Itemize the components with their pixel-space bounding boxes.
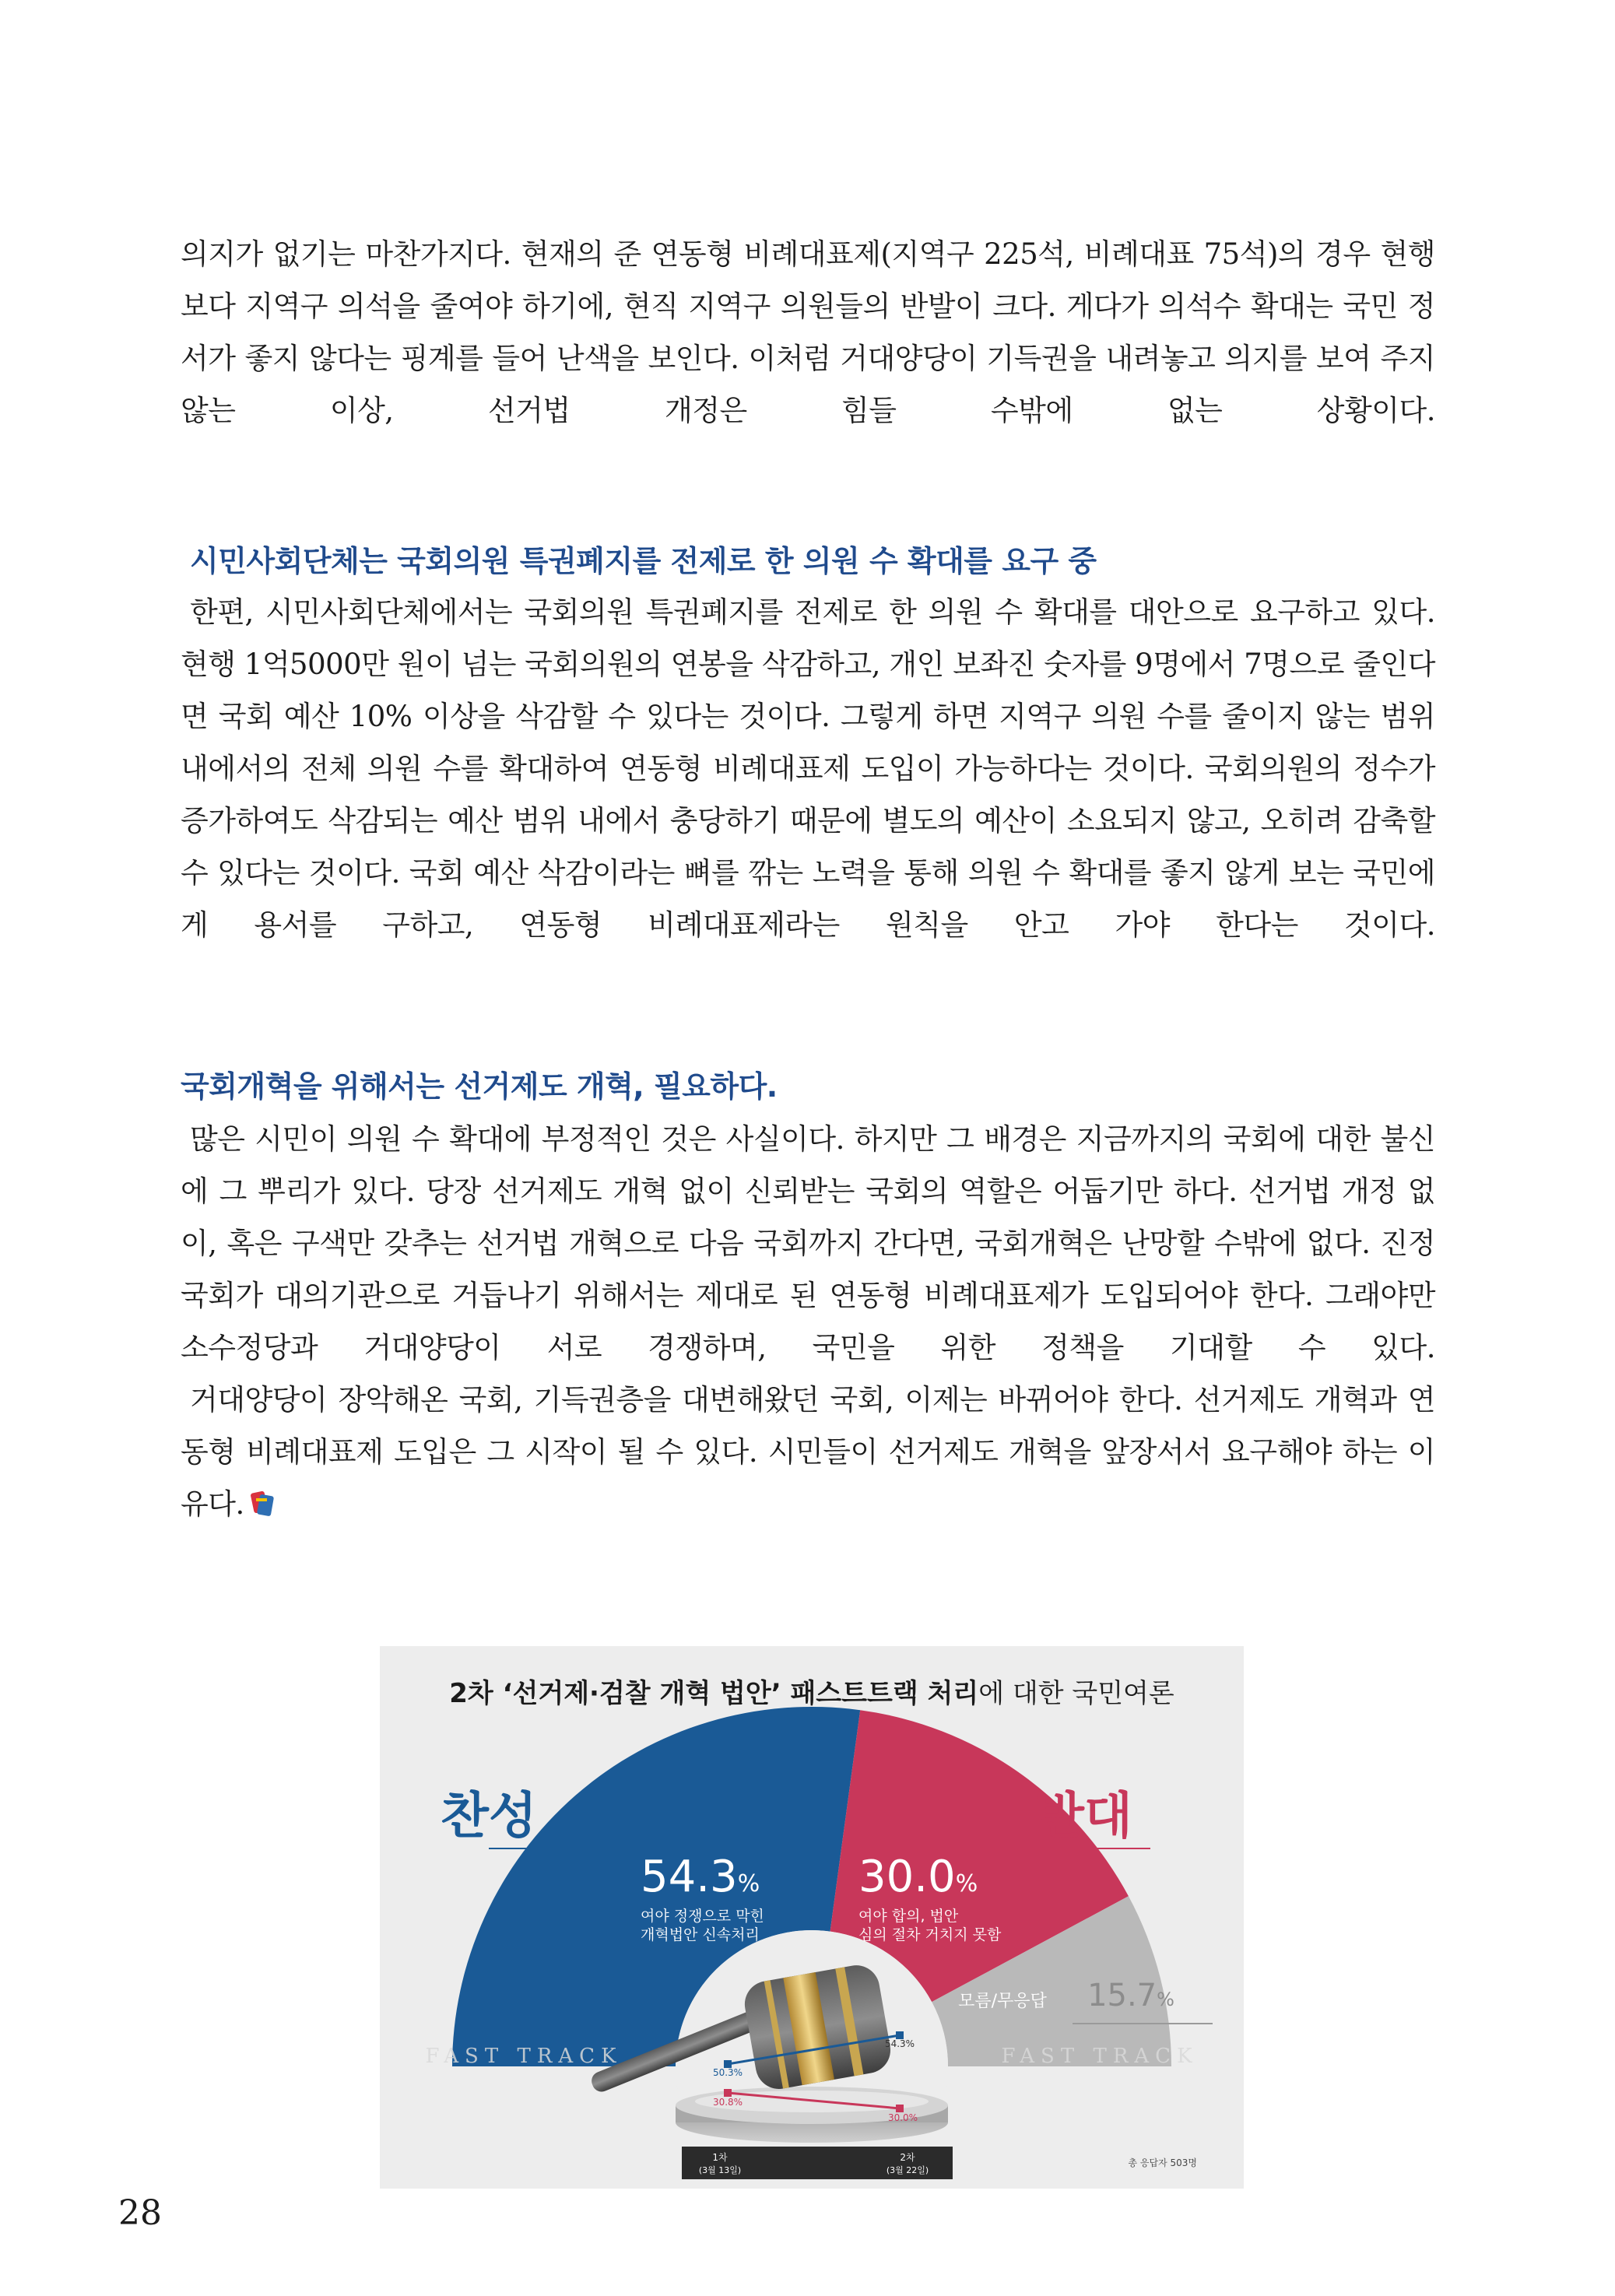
paragraph-2: 한편, 시민사회단체에서는 국회의원 특권폐지를 전제로 한 의원 수 확대를 대안으로 요구하고 있다. 현행 1억5000만 원이 넘는 국회의원의 연봉을 삭감하고, 개인 보좌진 숫자를 9명에서 7명으로 줄인다면 국회 예산 10% 이상을 삭감할 수 있다는 것이다. 그렇게 하면 지역구 의원 수를 줄이지 않는 범위 내에서의 전체 의원 수를 확대하여 연동형 비례대표제 도입이 가능하다는 것이다. 국회의원의 정수가 증가하여도 삭감되는 예산 범위 내에서 충당하기 때문에 별도의 예산이 소요되지 않고, 오히려 감축할 수 있다는 것이다. 국회 예산 삭감이라는 뼈를 깎는 노력을 통해 의원 수 확대를 좋지 않게 보는 국민에게 용서를 구하고, 연동형 비례대표제라는 원칙을 안고 가야 한다는 것이다. [181,595,1435,942]
poll-chart [380,1646,1244,2189]
poll-figure [380,1646,1244,2189]
fast-track-left: FAST TRACK [425,2045,623,2068]
round-2-date: (3월 22일) [886,2165,929,2175]
favor-label: 찬성 [441,1788,537,1845]
chart-title: 2차 ‘선거제·검찰 개혁 법안’ 패스트트랙 처리에 대한 국민여론 [449,1678,1174,1709]
trend-oppose-2-label: 30.0% [887,2112,918,2123]
paragraph-4 [181,1374,1435,1530]
trend-point-oppose-1 [724,2089,732,2097]
fast-track-right: FAST TRACK [1001,2045,1199,2068]
oppose-label: 반대 [1036,1788,1132,1845]
unknown-label: 모름/무응답 [958,1992,1047,2011]
unknown-percent: 15.7% [1087,1978,1174,2013]
section-heading-2: 국회개혁을 위해서는 선거제도 개혁, 필요하다. [181,1069,778,1104]
trend-favor-1-label: 50.3% [712,2067,743,2078]
round-1-date: (3월 13일) [698,2165,742,2175]
favor-desc-1: 여야 정쟁으로 막힌 [641,1908,764,1925]
paragraph-4-text: 거대양당이 장악해온 국회, 기득권층을 대변해왔던 국회, 이제는 바뀌어야 한다. 선거제도 개혁과 연동형 비례대표제 도입은 그 시작이 될 수 있다. 시민들이 선거제도 개혁을 앞장서서 요구해야 하는 이유다. [181,1383,1435,1521]
oppose-desc-2: 심의 절차 거치지 못함 [858,1926,1002,1943]
trend-favor-2-label: 54.3% [884,2038,915,2049]
favor-percent: 54.3% [641,1852,760,1902]
round-2-label: 2차 [900,2152,915,2163]
trend-oppose-1-label: 30.8% [712,2097,743,2108]
trend-point-oppose-2 [896,2105,904,2112]
end-mark-icon [249,1487,276,1518]
oppose-desc-1: 여야 합의, 법안 [858,1908,959,1925]
section-heading-1: 시민사회단체는 국회의원 특권폐지를 전제로 한 의원 수 확대를 요구 중 [190,544,1097,578]
round-1-label: 1차 [712,2152,728,2163]
oppose-percent: 30.0% [858,1852,978,1902]
page-number: 28 [118,2193,162,2233]
respondents-note: 총 응답자 503명 [1128,2157,1197,2168]
favor-desc-2: 개혁법안 신속처리 [641,1926,760,1943]
paragraph-3: 많은 시민이 의원 수 확대에 부정적인 것은 사실이다. 하지만 그 배경은 지금까지의 국회에 대한 불신에 그 뿌리가 있다. 당장 선거제도 개혁 없이 신뢰받는 국회의 역할은 어둡기만 하다. 선거법 개정 없이, 혹은 구색만 갖추는 선거법 개혁으로 다음 국회까지 간다면, 국회개혁은 난망할 수밖에 없다. 진정 국회가 대의기관으로 거듭나기 위해서는 제대로 된 연동형 비례대표제가 도입되어야 한다. 그래야만 소수정당과 거대양당이 서로 경쟁하며, 국민을 위한 정책을 기대할 수 있다. [181,1122,1435,1364]
paragraph-1: 의지가 없기는 마찬가지다. 현재의 준 연동형 비례대표제(지역구 225석, 비례대표 75석)의 경우 현행 보다 지역구 의석을 줄여야 하기에, 현직 지역구 의원들의 반발이 크다. 게다가 의석수 확대는 국민 정서가 좋지 않다는 핑계를 들어 난색을 보인다. 이처럼 거대양당이 기득권을 내려놓고 의지를 보여 주지 않는 이상, 선거법 개정은 힘들 수밖에 없는 상황이다. [181,237,1435,427]
